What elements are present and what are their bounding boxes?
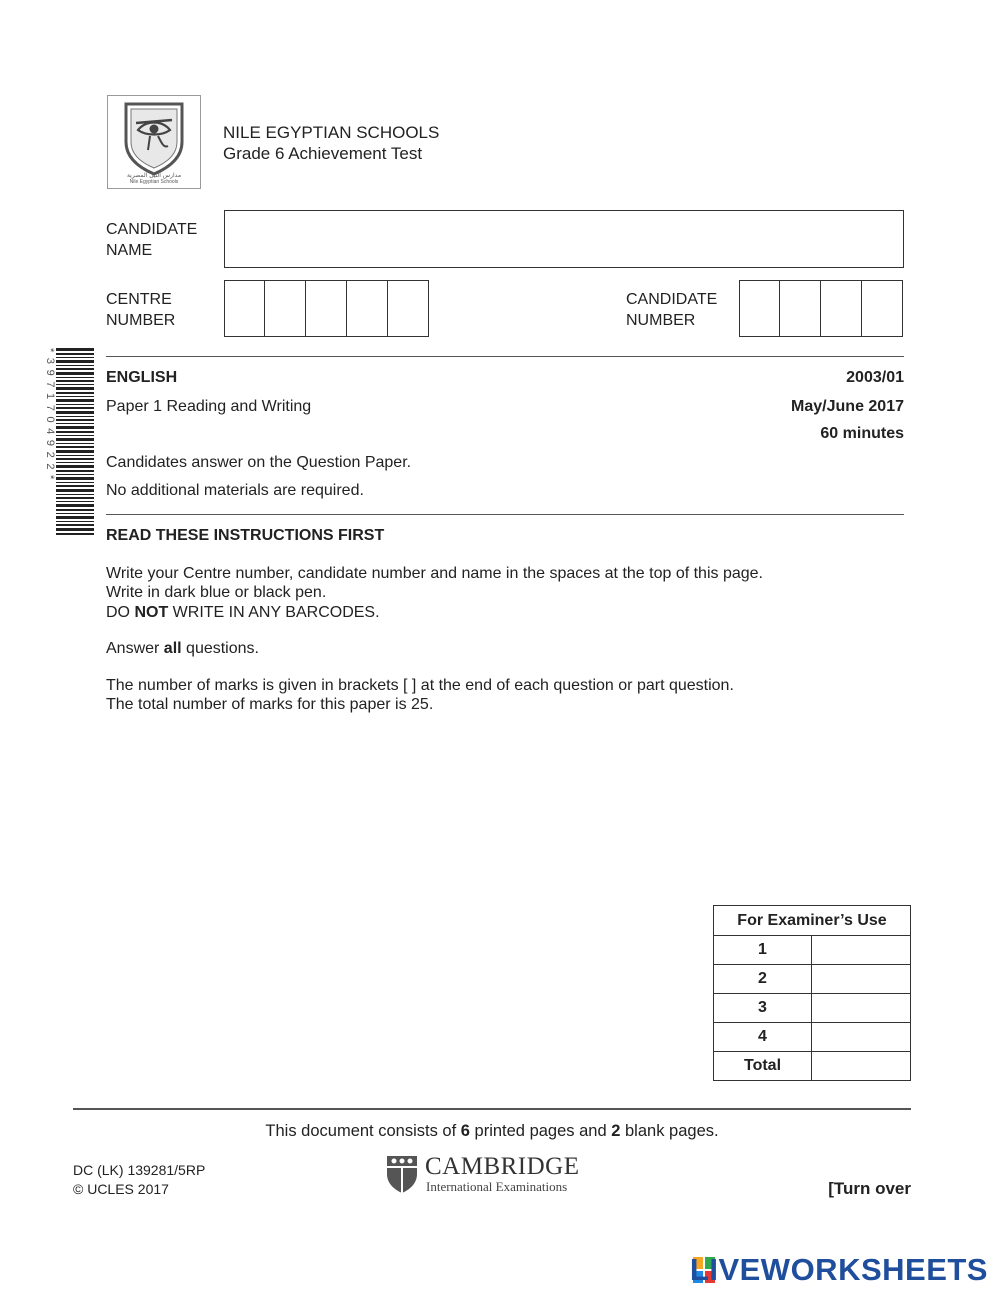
paper-title: Paper 1 Reading and Writing [106,398,312,415]
instructions-heading: READ THESE INSTRUCTIONS FIRST [106,527,385,544]
table-row [714,936,911,965]
candidate-name-box[interactable] [224,210,904,268]
table-row [714,994,911,1023]
table-row [714,965,911,994]
question-number: 2 [714,965,812,994]
divider [73,1108,911,1110]
total-label: Total [714,1052,812,1081]
test-name: Grade 6 Achievement Test [223,144,423,163]
candidate-number-cell[interactable] [862,280,903,337]
school-logo [107,95,201,189]
materials: No additional materials are required. [106,482,364,499]
instruction-line: Answer all questions. [106,640,259,657]
table-row [714,1023,911,1052]
divider [106,356,904,357]
barcode-graphic [56,348,94,538]
document-ref: DC (LK) 139281/5RP © UCLES 2017 [73,1162,206,1197]
candidate-number-cell[interactable] [780,280,821,337]
table-row [714,1052,911,1081]
candidate-number-boxes[interactable] [739,280,903,337]
centre-number-cell[interactable] [224,280,265,337]
turn-over: [Turn over [828,1179,911,1198]
mark-cell[interactable] [812,936,911,965]
cambridge-shield-icon [385,1154,419,1194]
instruction-line: DO NOT WRITE IN ANY BARCODES. [106,604,380,621]
duration: 60 minutes [820,425,904,442]
mark-cell[interactable] [812,994,911,1023]
instruction-line: Write in dark blue or black pen. [106,584,327,601]
paper-code: 2003/01 [846,369,904,386]
centre-number-cell[interactable] [306,280,347,337]
school-name: NILE EGYPTIAN SCHOOLS [223,123,440,142]
mark-cell[interactable] [812,1023,911,1052]
candidate-name-label: CANDIDATE NAME [106,221,198,259]
centre-number-cell[interactable] [265,280,306,337]
session: May/June 2017 [791,398,904,415]
candidate-number-cell[interactable] [739,280,780,337]
total-cell[interactable] [812,1052,911,1081]
centre-number-cell[interactable] [347,280,388,337]
mark-cell[interactable] [812,965,911,994]
cambridge-wordmark: CAMBRIDGE [425,1153,580,1180]
barcode-digits: *3971704922* [44,348,56,485]
instruction-line: Write your Centre number, candidate number and name in the spaces at the top of this page. [106,565,763,582]
cambridge-subtitle: International Examinations [426,1179,568,1194]
answer-on: Candidates answer on the Question Paper. [106,454,412,471]
question-number: 4 [714,1023,812,1052]
examiner-table [713,905,911,1081]
page-count: This document consists of 6 printed pages and 2 blank pages. [265,1122,719,1140]
watermark[interactable]: LIVEWORKSHEETS [689,1252,988,1287]
question-number: 3 [714,994,812,1023]
subject: ENGLISH [106,369,178,386]
centre-number-cell[interactable] [388,280,429,337]
logo-caption-ar: مدارس النيل المصرية [126,172,182,179]
candidate-number-label: CANDIDATE NUMBER [626,291,718,329]
candidate-number-cell[interactable] [821,280,862,337]
examiner-heading: For Examiner’s Use [714,906,911,936]
instruction-line: The number of marks is given in brackets [ ] at the end of each question or part question. [106,677,734,694]
centre-number-label: CENTRE NUMBER [106,291,176,329]
question-number: 1 [714,936,812,965]
instruction-line: The total number of marks for this paper is 25. [106,696,434,713]
divider [106,514,904,515]
centre-number-boxes[interactable] [224,280,429,337]
logo-caption-en: Nile Egyptian Schools [129,179,179,185]
